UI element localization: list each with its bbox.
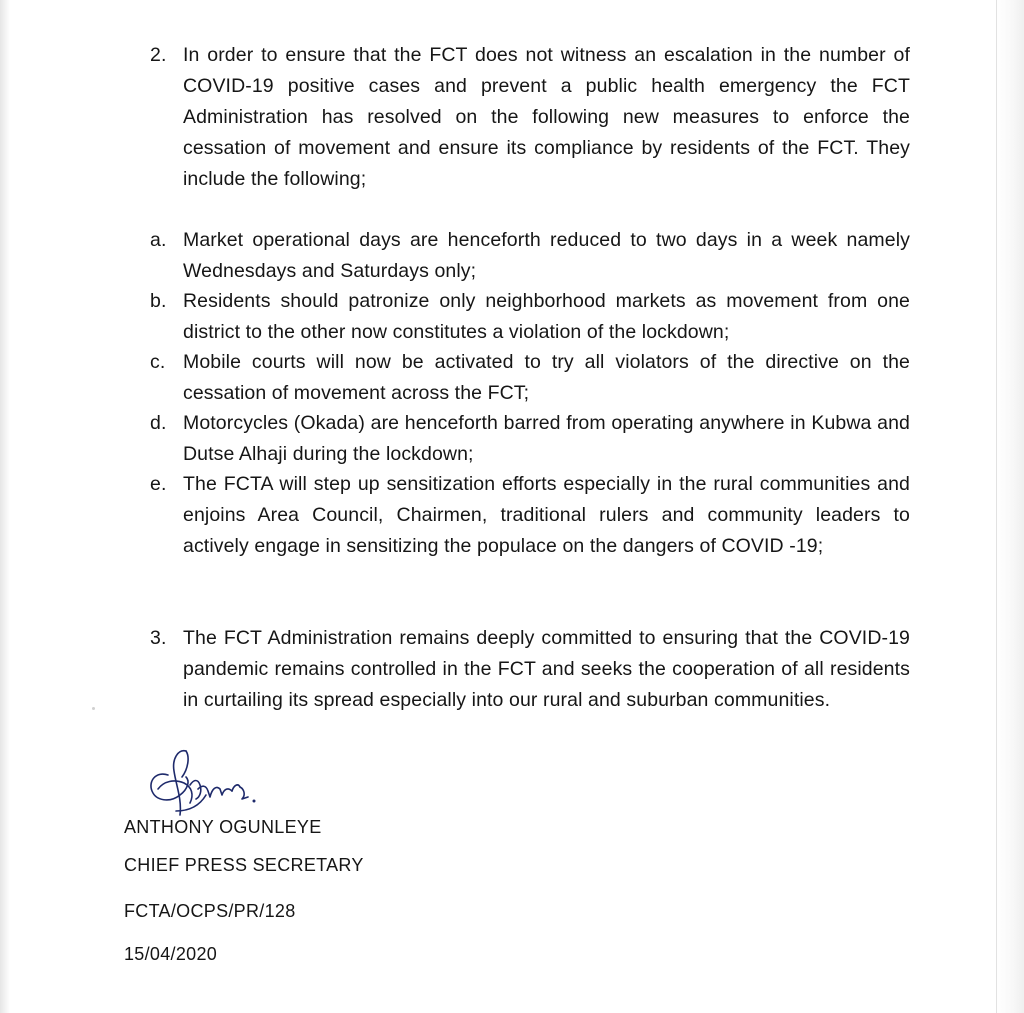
measure-letter: d. (150, 412, 167, 434)
measure-text: Residents should patronize only neighborhood markets as movement from one district to the other now constitutes a violation of the lockdown; (183, 290, 910, 343)
paragraph-3 (150, 623, 910, 716)
paragraph-2 (150, 40, 910, 195)
measure-letter: a. (150, 229, 167, 251)
measure-letter: b. (150, 290, 167, 312)
measure-letter: e. (150, 473, 167, 495)
measure-item-c (150, 347, 910, 409)
paper-speck (92, 707, 95, 710)
document-date: 15/04/2020 (124, 944, 218, 964)
measure-text: Mobile courts will now be activated to try all violators of the directive on the cessation of movement across the FCT; (183, 351, 910, 404)
measure-item-d (150, 408, 910, 470)
measure-letter: c. (150, 351, 166, 373)
signatory-title: CHIEF PRESS SECRETARY (124, 855, 364, 875)
signatory-name: ANTHONY OGUNLEYE (124, 817, 322, 837)
measure-text: The FCTA will step up sensitization efforts especially in the rural communities and enjoins Area Council, Chairmen, traditional rulers and community leaders to actively engage in sensitizing the populace on the dangers of COVID -19; (183, 473, 910, 557)
measure-item-e (150, 469, 910, 562)
measure-item-a (150, 225, 910, 287)
page-shadow-left (0, 0, 10, 1013)
measure-item-b (150, 286, 910, 348)
measure-text: Market operational days are henceforth reduced to two days in a week namely Wednesdays and Saturdays only; (183, 229, 910, 282)
paragraph-number: 3. (150, 627, 167, 649)
paragraph-text: The FCT Administration remains deeply committed to ensuring that the COVID-19 pandemic remains controlled in the FCT and seeks the cooperation of all residents in curtailing its spread especially into our rural and suburban communities. (183, 627, 910, 711)
page-shadow-right (996, 0, 1024, 1013)
paragraph-text: In order to ensure that the FCT does not witness an escalation in the number of COVID-19 positive cases and prevent a public health emergency the FCT Administration has resolved on the following new measures to enforce the cessation of movement and ensure its compliance by residents of the FCT. They include the following; (183, 44, 910, 190)
paragraph-number: 2. (150, 44, 167, 66)
measure-text: Motorcycles (Okada) are henceforth barred from operating anywhere in Kubwa and Dutse Alhaji during the lockdown; (183, 412, 910, 465)
reference-number: FCTA/OCPS/PR/128 (124, 901, 296, 921)
